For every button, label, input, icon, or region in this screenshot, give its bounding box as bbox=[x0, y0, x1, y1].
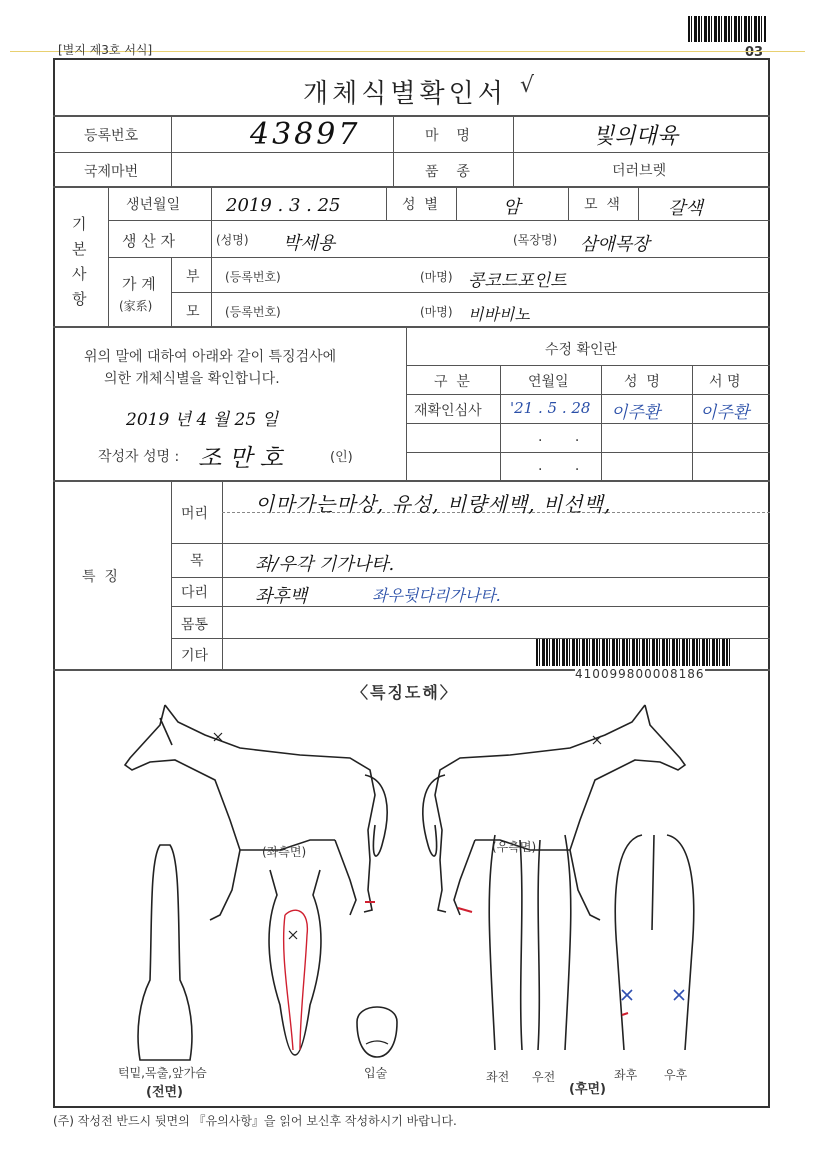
rule bbox=[171, 543, 770, 544]
footer-note: (주) 작성전 반드시 뒷면의 『유의사항』을 읽어 보신후 작성하시기 바랍니다. bbox=[53, 1114, 457, 1128]
front-caption: 턱밑,목출,앞가슴 bbox=[118, 1066, 207, 1080]
rev-row1-sign: 이주환 bbox=[700, 403, 750, 423]
feature-head-label: 머리 bbox=[181, 506, 209, 522]
breed-label: 품 종 bbox=[425, 164, 470, 180]
front-right-label: 우전 bbox=[532, 1070, 556, 1084]
rule bbox=[53, 115, 770, 117]
dam-label: 모 bbox=[186, 304, 200, 320]
rule bbox=[568, 186, 569, 220]
title-check-mark: √ bbox=[520, 73, 535, 98]
statement-line1: 위의 말에 대하여 아래와 같이 특징검사에 bbox=[84, 349, 337, 365]
rev-header-name: 성 명 bbox=[624, 374, 660, 390]
lineage-label: 가 계 bbox=[122, 275, 156, 293]
rev-row2-date: . . bbox=[538, 429, 594, 445]
rule bbox=[386, 186, 387, 220]
rule bbox=[500, 365, 501, 480]
dam-name-tag: (마명) bbox=[420, 305, 453, 319]
rev-row3-date: . . bbox=[538, 458, 594, 474]
form-number: [별지 제3호 서식] bbox=[58, 43, 153, 57]
features-section-label: 특 징 bbox=[82, 569, 118, 585]
horse-name-value: 빛의대육 bbox=[593, 124, 679, 149]
reg-no-value: 43897 bbox=[250, 117, 361, 152]
diagram-title: 〈특징도해〉 bbox=[352, 683, 458, 702]
dam-reg-tag: (등록번호) bbox=[225, 305, 281, 319]
writer-label: 작성자 성명 : bbox=[98, 449, 180, 465]
revision-title: 수정 확인란 bbox=[545, 342, 618, 358]
front-legs-drawing bbox=[480, 830, 580, 1060]
rule bbox=[513, 115, 514, 186]
document-title: 개체식별확인서 bbox=[303, 79, 507, 109]
left-side-label: (좌측면) bbox=[262, 845, 307, 859]
sire-name: 콩코드포인트 bbox=[468, 271, 567, 291]
farm-tag: (목장명) bbox=[513, 233, 558, 247]
rule bbox=[108, 257, 770, 258]
sex-label: 성 별 bbox=[402, 197, 438, 213]
farm-value: 삼애목장 bbox=[580, 234, 650, 255]
sire-label: 부 bbox=[186, 269, 200, 285]
rev-header-sign: 서 명 bbox=[709, 374, 741, 390]
muzzle-caption: 입술 bbox=[364, 1066, 388, 1080]
rear-left-label: 좌후 bbox=[614, 1068, 638, 1082]
rule bbox=[53, 326, 770, 328]
feature-neck-label: 목 bbox=[190, 553, 204, 569]
front-label: (전면) bbox=[146, 1085, 183, 1100]
rule bbox=[108, 186, 109, 326]
rule bbox=[406, 394, 770, 395]
feature-etc-label: 기타 bbox=[181, 648, 209, 664]
feature-leg-value-blue: 좌우뒷다리가나타. bbox=[372, 586, 501, 605]
feature-neck-value: 좌/우각 기가나타. bbox=[255, 554, 395, 575]
color-label: 모 색 bbox=[584, 197, 620, 213]
page-number: 03 bbox=[745, 45, 764, 60]
rule bbox=[406, 365, 770, 366]
writer-value: 조 만 호 bbox=[198, 444, 283, 472]
rule bbox=[222, 480, 223, 669]
feature-leg-label: 다리 bbox=[181, 585, 209, 601]
rule bbox=[53, 480, 770, 482]
feature-leg-value: 좌후백 bbox=[255, 586, 308, 607]
reg-no-label: 등록번호 bbox=[84, 128, 139, 144]
confirm-date: 2019 년 4 월 25 일 bbox=[126, 410, 278, 430]
color-value: 갈색 bbox=[668, 198, 703, 219]
rev-header-date: 연월일 bbox=[528, 374, 569, 390]
intl-no-label: 국제마번 bbox=[84, 164, 139, 180]
producer-name-value: 박세용 bbox=[283, 233, 336, 254]
head-front-drawing bbox=[255, 865, 335, 1060]
right-side-label: (우측면) bbox=[492, 840, 537, 854]
rule bbox=[53, 186, 770, 188]
rev-header-type: 구 분 bbox=[434, 374, 470, 390]
rule bbox=[406, 423, 770, 424]
front-left-label: 좌전 bbox=[486, 1070, 510, 1084]
rear-legs-drawing bbox=[612, 830, 697, 1060]
feature-head-value: 이마가는마상, 유성, 비량세백, 비선백, bbox=[255, 492, 612, 516]
rule bbox=[393, 115, 394, 186]
rule bbox=[692, 365, 693, 480]
rule bbox=[171, 115, 172, 186]
rear-right-label: 우후 bbox=[664, 1068, 688, 1082]
rule bbox=[53, 152, 770, 153]
features-barcode-text: 410099800008186 bbox=[575, 667, 705, 681]
rule bbox=[406, 452, 770, 453]
rear-label: (후면) bbox=[569, 1082, 606, 1097]
producer-name-tag: (성명) bbox=[216, 233, 249, 247]
dam-name: 비바비노 bbox=[468, 305, 530, 324]
muzzle-drawing bbox=[352, 1002, 402, 1062]
lineage-hanja: (家系) bbox=[119, 299, 153, 313]
rule bbox=[638, 186, 639, 220]
feature-body-label: 몸통 bbox=[181, 617, 209, 633]
front-neck-drawing bbox=[130, 840, 200, 1065]
rule bbox=[171, 292, 770, 293]
rev-row1-date: '21 . 5 . 28 bbox=[510, 399, 591, 417]
rule bbox=[171, 480, 172, 669]
sire-name-tag: (마명) bbox=[420, 270, 453, 284]
rev-row1-type: 재확인심사 bbox=[414, 403, 482, 419]
sex-value: 암 bbox=[503, 197, 521, 218]
rule bbox=[171, 257, 172, 326]
sire-reg-tag: (등록번호) bbox=[225, 270, 281, 284]
top-barcode bbox=[688, 16, 766, 42]
features-barcode bbox=[536, 639, 732, 666]
writer-seal: (인) bbox=[330, 450, 353, 465]
rule bbox=[211, 186, 212, 326]
breed-value: 더러브렛 bbox=[612, 163, 667, 179]
producer-label: 생 산 자 bbox=[122, 232, 176, 250]
rule bbox=[601, 365, 602, 480]
rule bbox=[456, 186, 457, 220]
basic-section-label: 기본사항 bbox=[72, 215, 87, 308]
horse-name-label: 마 명 bbox=[425, 128, 470, 144]
rule bbox=[406, 326, 407, 480]
birth-label: 생년월일 bbox=[126, 197, 181, 213]
birth-value: 2019 . 3 . 25 bbox=[226, 195, 341, 216]
statement-line2: 의한 개체식별을 확인합니다. bbox=[104, 371, 280, 387]
rule bbox=[108, 220, 770, 221]
rule bbox=[171, 577, 770, 578]
rev-row1-name: 이주환 bbox=[611, 403, 661, 423]
